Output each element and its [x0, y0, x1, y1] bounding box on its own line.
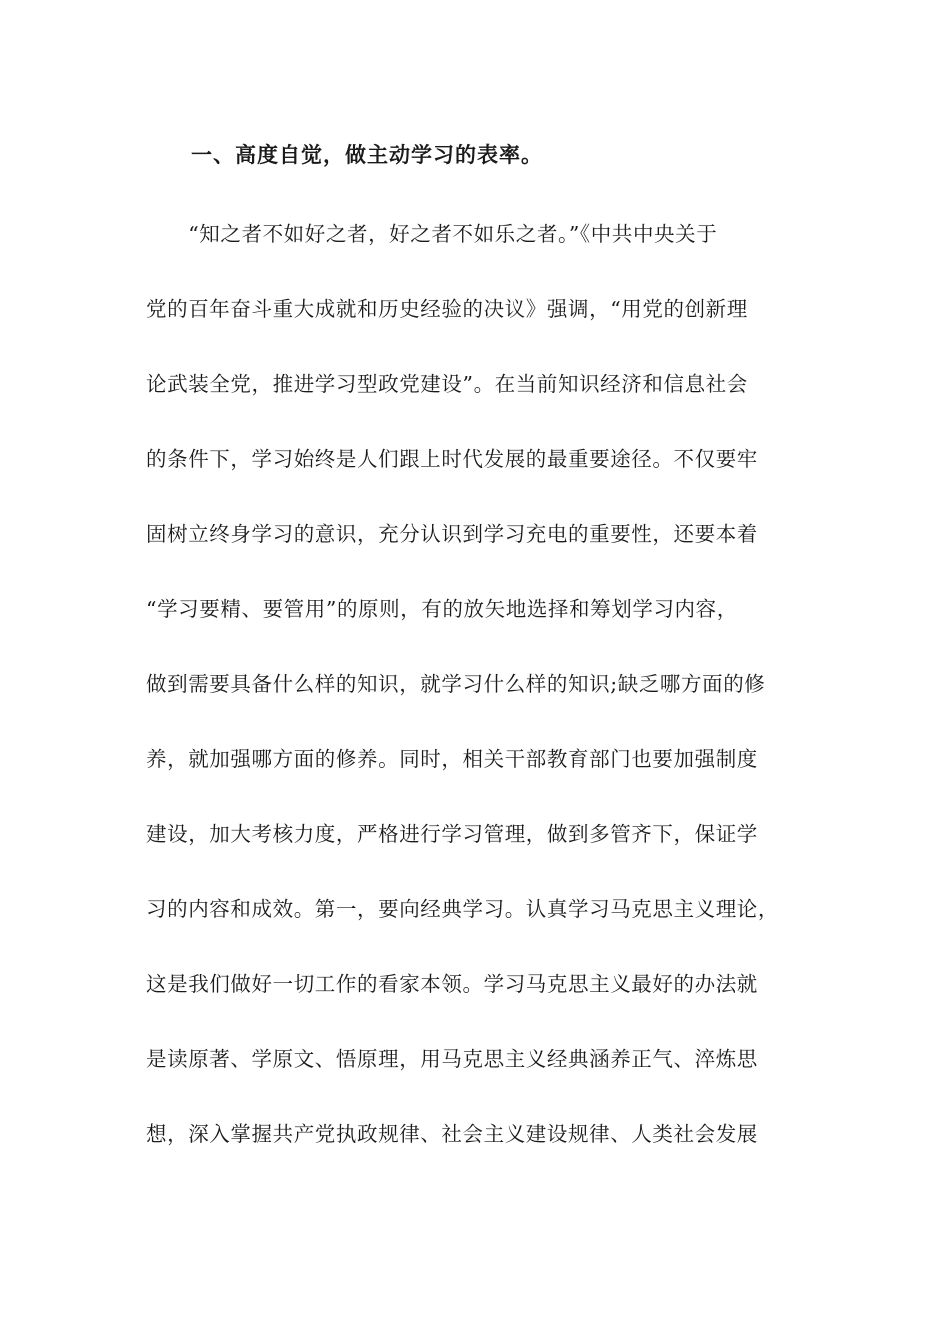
paragraph-line: 的条件下，学习始终是人们跟上时代发展的最重要途径。不仅要牢	[146, 447, 758, 471]
paragraph-line: 这是我们做好一切工作的看家本领。学习马克思主义最好的办法就	[146, 972, 758, 996]
paragraph-line: 养，就加强哪方面的修养。同时，相关干部教育部门也要加强制度	[146, 747, 758, 771]
paragraph-line: 党的百年奋斗重大成就和历史经验的决议》强调，“用党的创新理	[146, 297, 748, 321]
paragraph-line: 是读原著、学原文、悟原理，用马克思主义经典涵养正气、淬炼思	[146, 1047, 758, 1071]
paragraph-line: 做到需要具备什么样的知识，就学习什么样的知识;缺乏哪方面的修	[146, 672, 766, 696]
paragraph-line: 固树立终身学习的意识，充分认识到学习充电的重要性，还要本着	[146, 522, 758, 546]
paragraph-line: 建设，加大考核力度，严格进行学习管理，做到多管齐下，保证学	[146, 822, 758, 846]
paragraph-line: 习的内容和成效。第一，要向经典学习。认真学习马克思主义理论，	[146, 897, 779, 921]
section-heading: 一、高度自觉，做主动学习的表率。	[191, 142, 543, 167]
paragraph-line: 想，深入掌握共产党执政规律、社会主义建设规律、人类社会发展	[146, 1122, 758, 1146]
paragraph-line: “学习要精、要管用”的原则，有的放矢地选择和筹划学习内容，	[146, 597, 738, 621]
paragraph-line: “知之者不如好之者，好之者不如乐之者。”《中共中央关于	[146, 222, 718, 246]
paragraph-line: 论武装全党，推进学习型政党建设”。在当前知识经济和信息社会	[146, 372, 748, 396]
